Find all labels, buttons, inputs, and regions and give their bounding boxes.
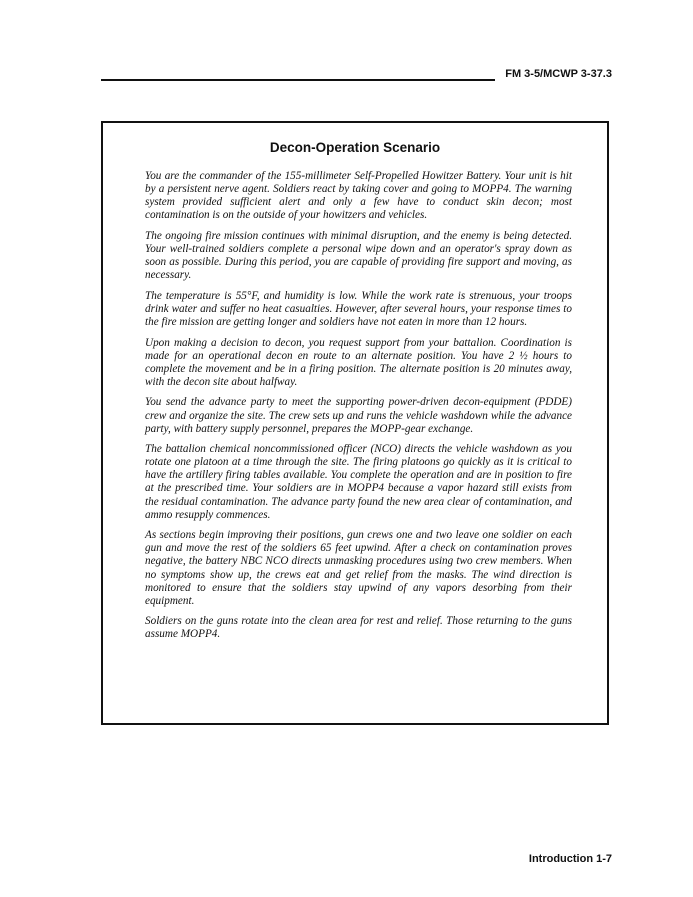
scenario-paragraph: The battalion chemical noncommissioned officer (NCO) directs the vehicle washdown as you rotate one platoon at a time through the site. The firing platoons go quickly as it is critical to have the artillery firing tables available. You complete the operation and are in position to fire at the prescribed time. Your soldiers are in MOPP4 because a vapor hazard still exists from the residual contamination. The advance party found the new area clear of contamination, and ammo resupply commences. (145, 443, 572, 521)
scenario-body (145, 170, 572, 649)
document-id: FM 3-5/MCWP 3-37.3 (505, 68, 612, 80)
scenario-title: Decon-Operation Scenario (269, 140, 441, 155)
scenario-paragraph: Soldiers on the guns rotate into the clean area for rest and relief. Those returning to the guns assume MOPP4. (145, 615, 572, 641)
scenario-paragraph: Upon making a decision to decon, you request support from your battalion. Coordination is made for an operational decon en route to an alternate position. You have 2 ½ hours to complete the movement and be in a firing position. The alternate position is 20 minutes away, with the decon site about halfway. (145, 336, 572, 388)
header-rule (101, 79, 495, 81)
page-footer-label: Introduction 1-7 (528, 853, 612, 865)
scenario-paragraph: You send the advance party to meet the supporting power-driven decon-equipment (PDDE) crew and organize the site. The crew sets up and runs the vehicle washdown while the advance party, with battery supply personnel, prepares the MOPP-gear exchange. (145, 396, 572, 435)
scenario-paragraph: The ongoing fire mission continues with minimal disruption, and the enemy is being detected. Your well-trained soldiers complete a personal wipe down and an operator's spray down as soon as possible. During this period, you are capable of providing fire support and moving, as necessary. (145, 229, 572, 282)
scenario-paragraph: You are the commander of the 155-millimeter Self-Propelled Howitzer Battery. Your unit is hit by a persistent nerve agent. Soldiers react by taking cover and going to MOPP4. The warning system provided sufficient alert and only a few have to conduct skin decon; most contamination is on the outside of your howitzers and vehicles. (145, 170, 572, 222)
scenario-paragraph: The temperature is 55°F, and humidity is low. While the work rate is strenuous, your troops drink water and suffer no heat casualties. However, after several hours, your response times to the fire mission are getting longer and soldiers have not eaten in more than 12 hours. (145, 289, 572, 328)
scenario-box (101, 121, 609, 725)
scenario-paragraph: As sections begin improving their positions, gun crews one and two leave one soldier on each gun and move the rest of the soldiers 65 feet upwind. After a check on contamination proves negative, the battery NBC NCO directs unmasking procedures using two crew members. When no symptoms show up, the crews eat and get relief from the masks. The wind direction is monitored to ensure that the soldiers stay upwind of any vapors desorbing from their equipment. (145, 529, 572, 607)
